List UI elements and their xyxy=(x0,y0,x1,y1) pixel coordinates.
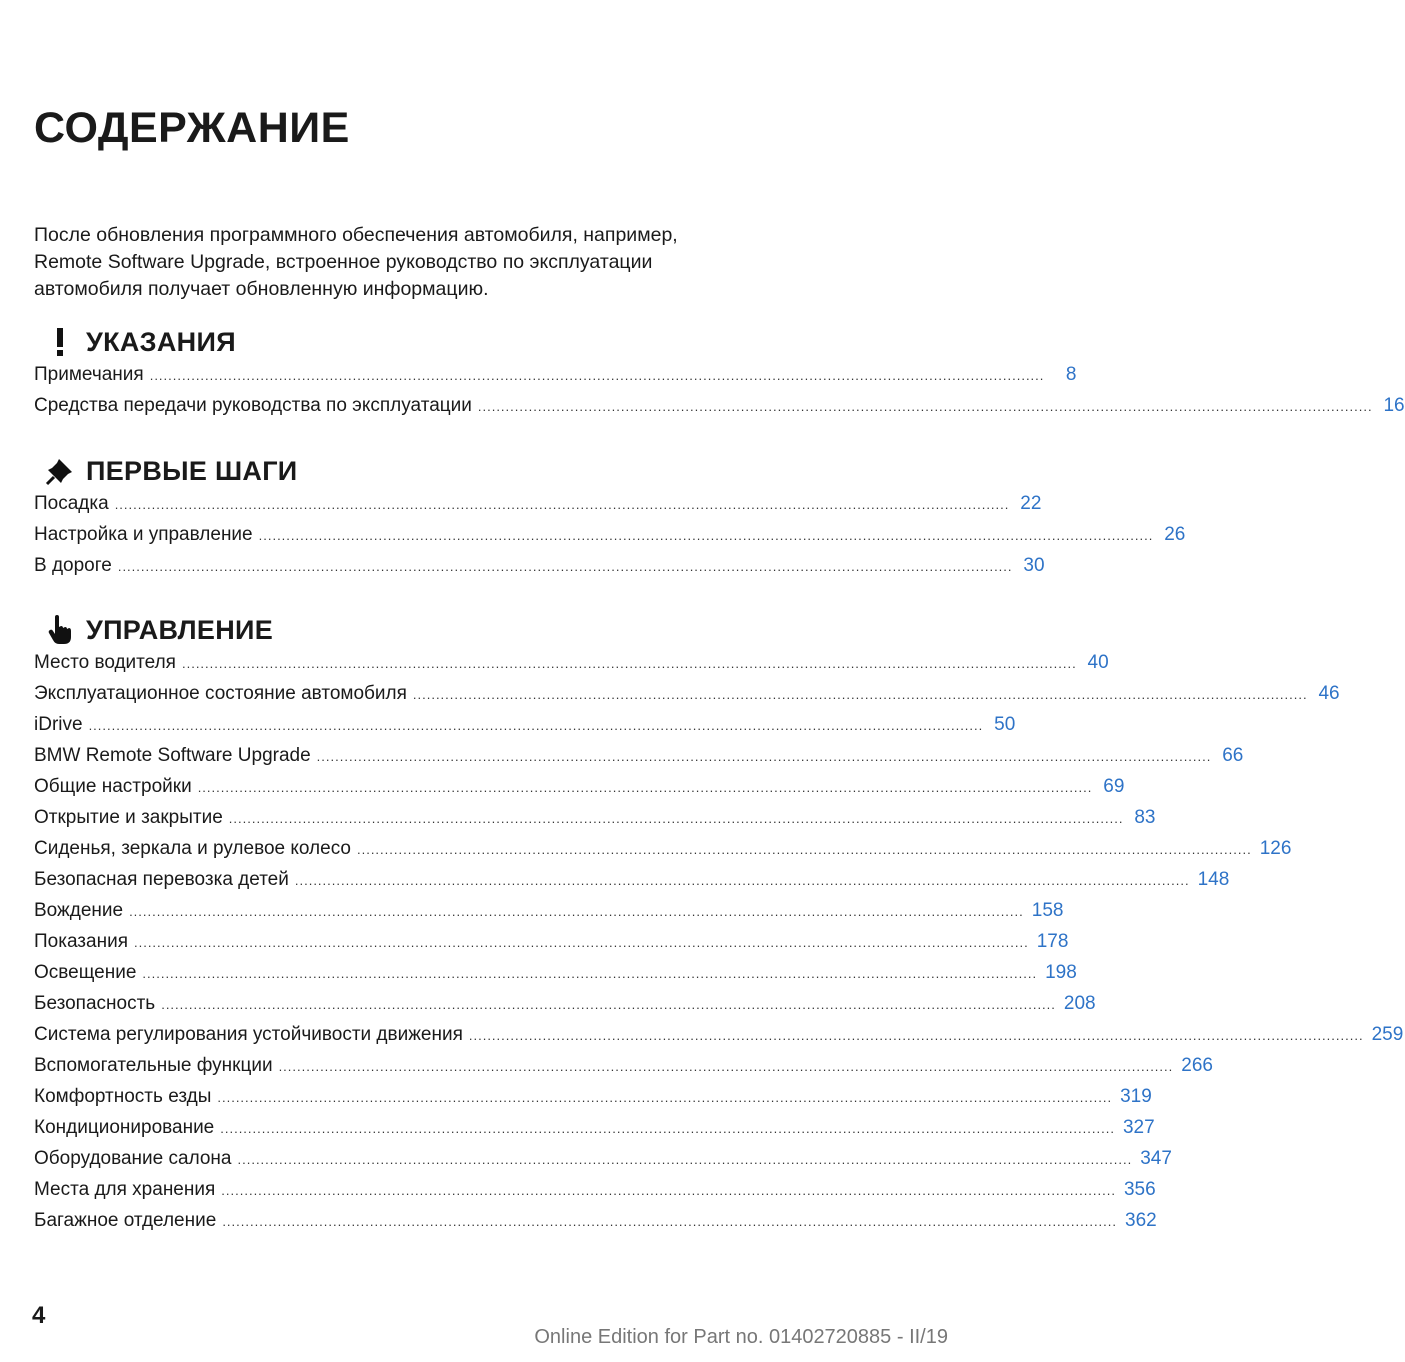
toc-entry[interactable] xyxy=(34,1148,1172,1179)
toc-entry[interactable] xyxy=(34,993,1096,1024)
hand-pointer-icon xyxy=(34,610,86,650)
toc-entry-label: Сиденья, зеркала и рулевое колесо xyxy=(34,838,351,859)
toc-entry-label: Безопасность xyxy=(34,993,156,1014)
section-title: УПРАВЛЕНИЕ xyxy=(86,614,274,645)
toc-page-link[interactable]: 208 xyxy=(1063,993,1096,1014)
intro-line: Remote Software Upgrade, встроенное руководство по эксплуатации xyxy=(34,251,653,273)
toc-page-link[interactable]: 178 xyxy=(1036,931,1069,952)
toc-entry[interactable] xyxy=(34,395,1405,426)
section-title: УКАЗАНИЯ xyxy=(86,326,236,357)
leader-dots: .................................................................................................................................................................................................. xyxy=(294,873,1190,888)
toc-page-link[interactable]: 319 xyxy=(1120,1086,1152,1107)
leader-dots: .................................................................................................................................................................................................. xyxy=(129,904,1024,919)
toc-page-link[interactable]: 69 xyxy=(1103,776,1125,797)
toc-page-link[interactable]: 16 xyxy=(1383,395,1405,416)
leader-dots: .................................................................................................................................................................................................. xyxy=(220,1121,1115,1136)
toc-entry-label: Показания xyxy=(34,931,128,952)
section-header-first-steps xyxy=(34,451,694,491)
toc-page-link[interactable]: 40 xyxy=(1087,652,1109,673)
toc-list-notes xyxy=(34,364,1405,426)
intro-line: автомобиля получает обновленную информацию. xyxy=(34,278,489,300)
toc-entry-label: Освещение xyxy=(34,962,137,983)
leader-dots: .................................................................................................................................................................................................. xyxy=(468,1028,1364,1043)
toc-entry[interactable] xyxy=(34,1055,1213,1086)
toc-entry-label: Посадка xyxy=(34,493,109,514)
intro-paragraph xyxy=(34,222,714,303)
toc-entry[interactable] xyxy=(34,1210,1157,1241)
toc-entry[interactable] xyxy=(34,1117,1155,1148)
toc-page-link[interactable]: 362 xyxy=(1125,1210,1157,1231)
toc-entry[interactable] xyxy=(34,364,1077,395)
toc-page-link[interactable]: 126 xyxy=(1259,838,1292,859)
toc-entry[interactable] xyxy=(34,1179,1156,1210)
toc-page-link[interactable]: 356 xyxy=(1123,1179,1156,1200)
leader-dots: .................................................................................................................................................................................................. xyxy=(356,842,1252,857)
toc-entry-label: Общие настройки xyxy=(34,776,192,797)
toc-list-first-steps xyxy=(34,493,1186,586)
toc-page-link[interactable]: 83 xyxy=(1134,807,1156,828)
toc-entry-label: Вспомогательные функции xyxy=(34,1055,273,1076)
leader-dots: .................................................................................................................................................................................................. xyxy=(217,1090,1113,1105)
toc-entry[interactable] xyxy=(34,807,1156,838)
toc-entry-label: Безопасная перевозка детей xyxy=(34,869,289,890)
leader-dots: .................................................................................................................................................................................................. xyxy=(278,1059,1174,1074)
toc-entry-label: В дороге xyxy=(34,555,112,576)
leader-dots: .................................................................................................................................................................................................. xyxy=(181,656,1077,671)
toc-page-link[interactable]: 22 xyxy=(1020,493,1042,514)
toc-entry-label: Кондиционирование xyxy=(34,1117,215,1138)
leader-dots: .................................................................................................................................................................................................. xyxy=(222,1214,1118,1229)
section-header-controls xyxy=(34,610,694,650)
toc-entry-label: Место водителя xyxy=(34,652,176,673)
section-header-notes xyxy=(34,322,694,362)
toc-page-link[interactable]: 198 xyxy=(1045,962,1077,983)
toc-entry[interactable] xyxy=(34,1086,1152,1117)
leader-dots: .................................................................................................................................................................................................. xyxy=(149,368,1045,383)
leader-dots: .................................................................................................................................................................................................. xyxy=(258,528,1154,543)
toc-entry[interactable] xyxy=(34,900,1064,931)
toc-entry-label: Открытие и закрытие xyxy=(34,807,223,828)
toc-entry[interactable] xyxy=(34,745,1244,776)
toc-page-link[interactable]: 26 xyxy=(1164,524,1186,545)
leader-dots: .................................................................................................................................................................................................. xyxy=(221,1183,1116,1198)
leader-dots: .................................................................................................................................................................................................. xyxy=(477,399,1373,414)
intro-line: После обновления программного обеспечения автомобиля, например, xyxy=(34,224,678,246)
toc-entry-label: Эксплуатационное состояние автомобиля xyxy=(34,683,407,704)
toc-entry[interactable] xyxy=(34,776,1125,807)
leader-dots: .................................................................................................................................................................................................. xyxy=(316,749,1212,764)
toc-page-link[interactable]: 259 xyxy=(1371,1024,1404,1045)
page-number: 4 xyxy=(32,1302,46,1329)
toc-entry[interactable] xyxy=(34,1024,1404,1055)
toc-entry-label: Багажное отделение xyxy=(34,1210,217,1231)
toc-entry[interactable] xyxy=(34,683,1340,714)
toc-page-link[interactable]: 50 xyxy=(994,714,1016,735)
leader-dots: .................................................................................................................................................................................................. xyxy=(412,687,1308,702)
pin-icon xyxy=(34,451,86,491)
toc-entry[interactable] xyxy=(34,869,1230,900)
toc-entry[interactable] xyxy=(34,555,1045,586)
toc-page-link[interactable]: 327 xyxy=(1122,1117,1155,1138)
toc-entry[interactable] xyxy=(34,524,1186,555)
toc-entry[interactable] xyxy=(34,838,1292,869)
leader-dots: .................................................................................................................................................................................................. xyxy=(197,780,1093,795)
toc-page-link[interactable]: 148 xyxy=(1197,869,1230,890)
leader-dots: .................................................................................................................................................................................................. xyxy=(161,997,1056,1012)
toc-entry[interactable] xyxy=(34,931,1069,962)
toc-entry[interactable] xyxy=(34,714,1016,745)
toc-entry-label: Система регулирования устойчивости движения xyxy=(34,1024,463,1045)
toc-page-link[interactable]: 46 xyxy=(1318,683,1340,704)
toc-page-link[interactable]: 158 xyxy=(1031,900,1064,921)
leader-dots: .................................................................................................................................................................................................. xyxy=(237,1152,1133,1167)
section-title: ПЕРВЫЕ ШАГИ xyxy=(86,455,298,486)
toc-page-link[interactable]: 66 xyxy=(1222,745,1244,766)
toc-entry-label: Места для хранения xyxy=(34,1179,216,1200)
toc-entry-label: Средства передачи руководства по эксплуатации xyxy=(34,395,472,416)
leader-dots: .................................................................................................................................................................................................. xyxy=(114,497,1010,512)
toc-page-link[interactable]: 30 xyxy=(1023,555,1045,576)
toc-entry-label: Настройка и управление xyxy=(34,524,253,545)
toc-entry-label: iDrive xyxy=(34,714,83,735)
toc-page-link[interactable]: 8 xyxy=(1065,364,1077,385)
toc-entry-label: Примечания xyxy=(34,364,144,385)
toc-page-link[interactable]: 347 xyxy=(1140,1148,1172,1169)
leader-dots: .................................................................................................................................................................................................. xyxy=(142,966,1038,981)
toc-entry[interactable] xyxy=(34,962,1077,993)
leader-dots: .................................................................................................................................................................................................. xyxy=(117,559,1013,574)
toc-entry-label: Вождение xyxy=(34,900,124,921)
toc-entry[interactable] xyxy=(34,493,1042,524)
exclamation-icon xyxy=(34,322,86,362)
toc-list-controls xyxy=(34,652,1404,1241)
footer-edition-note: Online Edition for Part no. 01402720885 - II/19 xyxy=(534,1326,948,1348)
page-title: СОДЕРЖАНИЕ xyxy=(34,104,350,152)
leader-dots: .................................................................................................................................................................................................. xyxy=(88,718,984,733)
toc-entry-label: Оборудование салона xyxy=(34,1148,232,1169)
toc-entry-label: BMW Remote Software Upgrade xyxy=(34,745,311,766)
leader-dots: .................................................................................................................................................................................................. xyxy=(228,811,1124,826)
toc-entry[interactable] xyxy=(34,652,1109,683)
toc-entry-label: Комфортность езды xyxy=(34,1086,212,1107)
leader-dots: .................................................................................................................................................................................................. xyxy=(133,935,1029,950)
toc-page-link[interactable]: 266 xyxy=(1181,1055,1213,1076)
